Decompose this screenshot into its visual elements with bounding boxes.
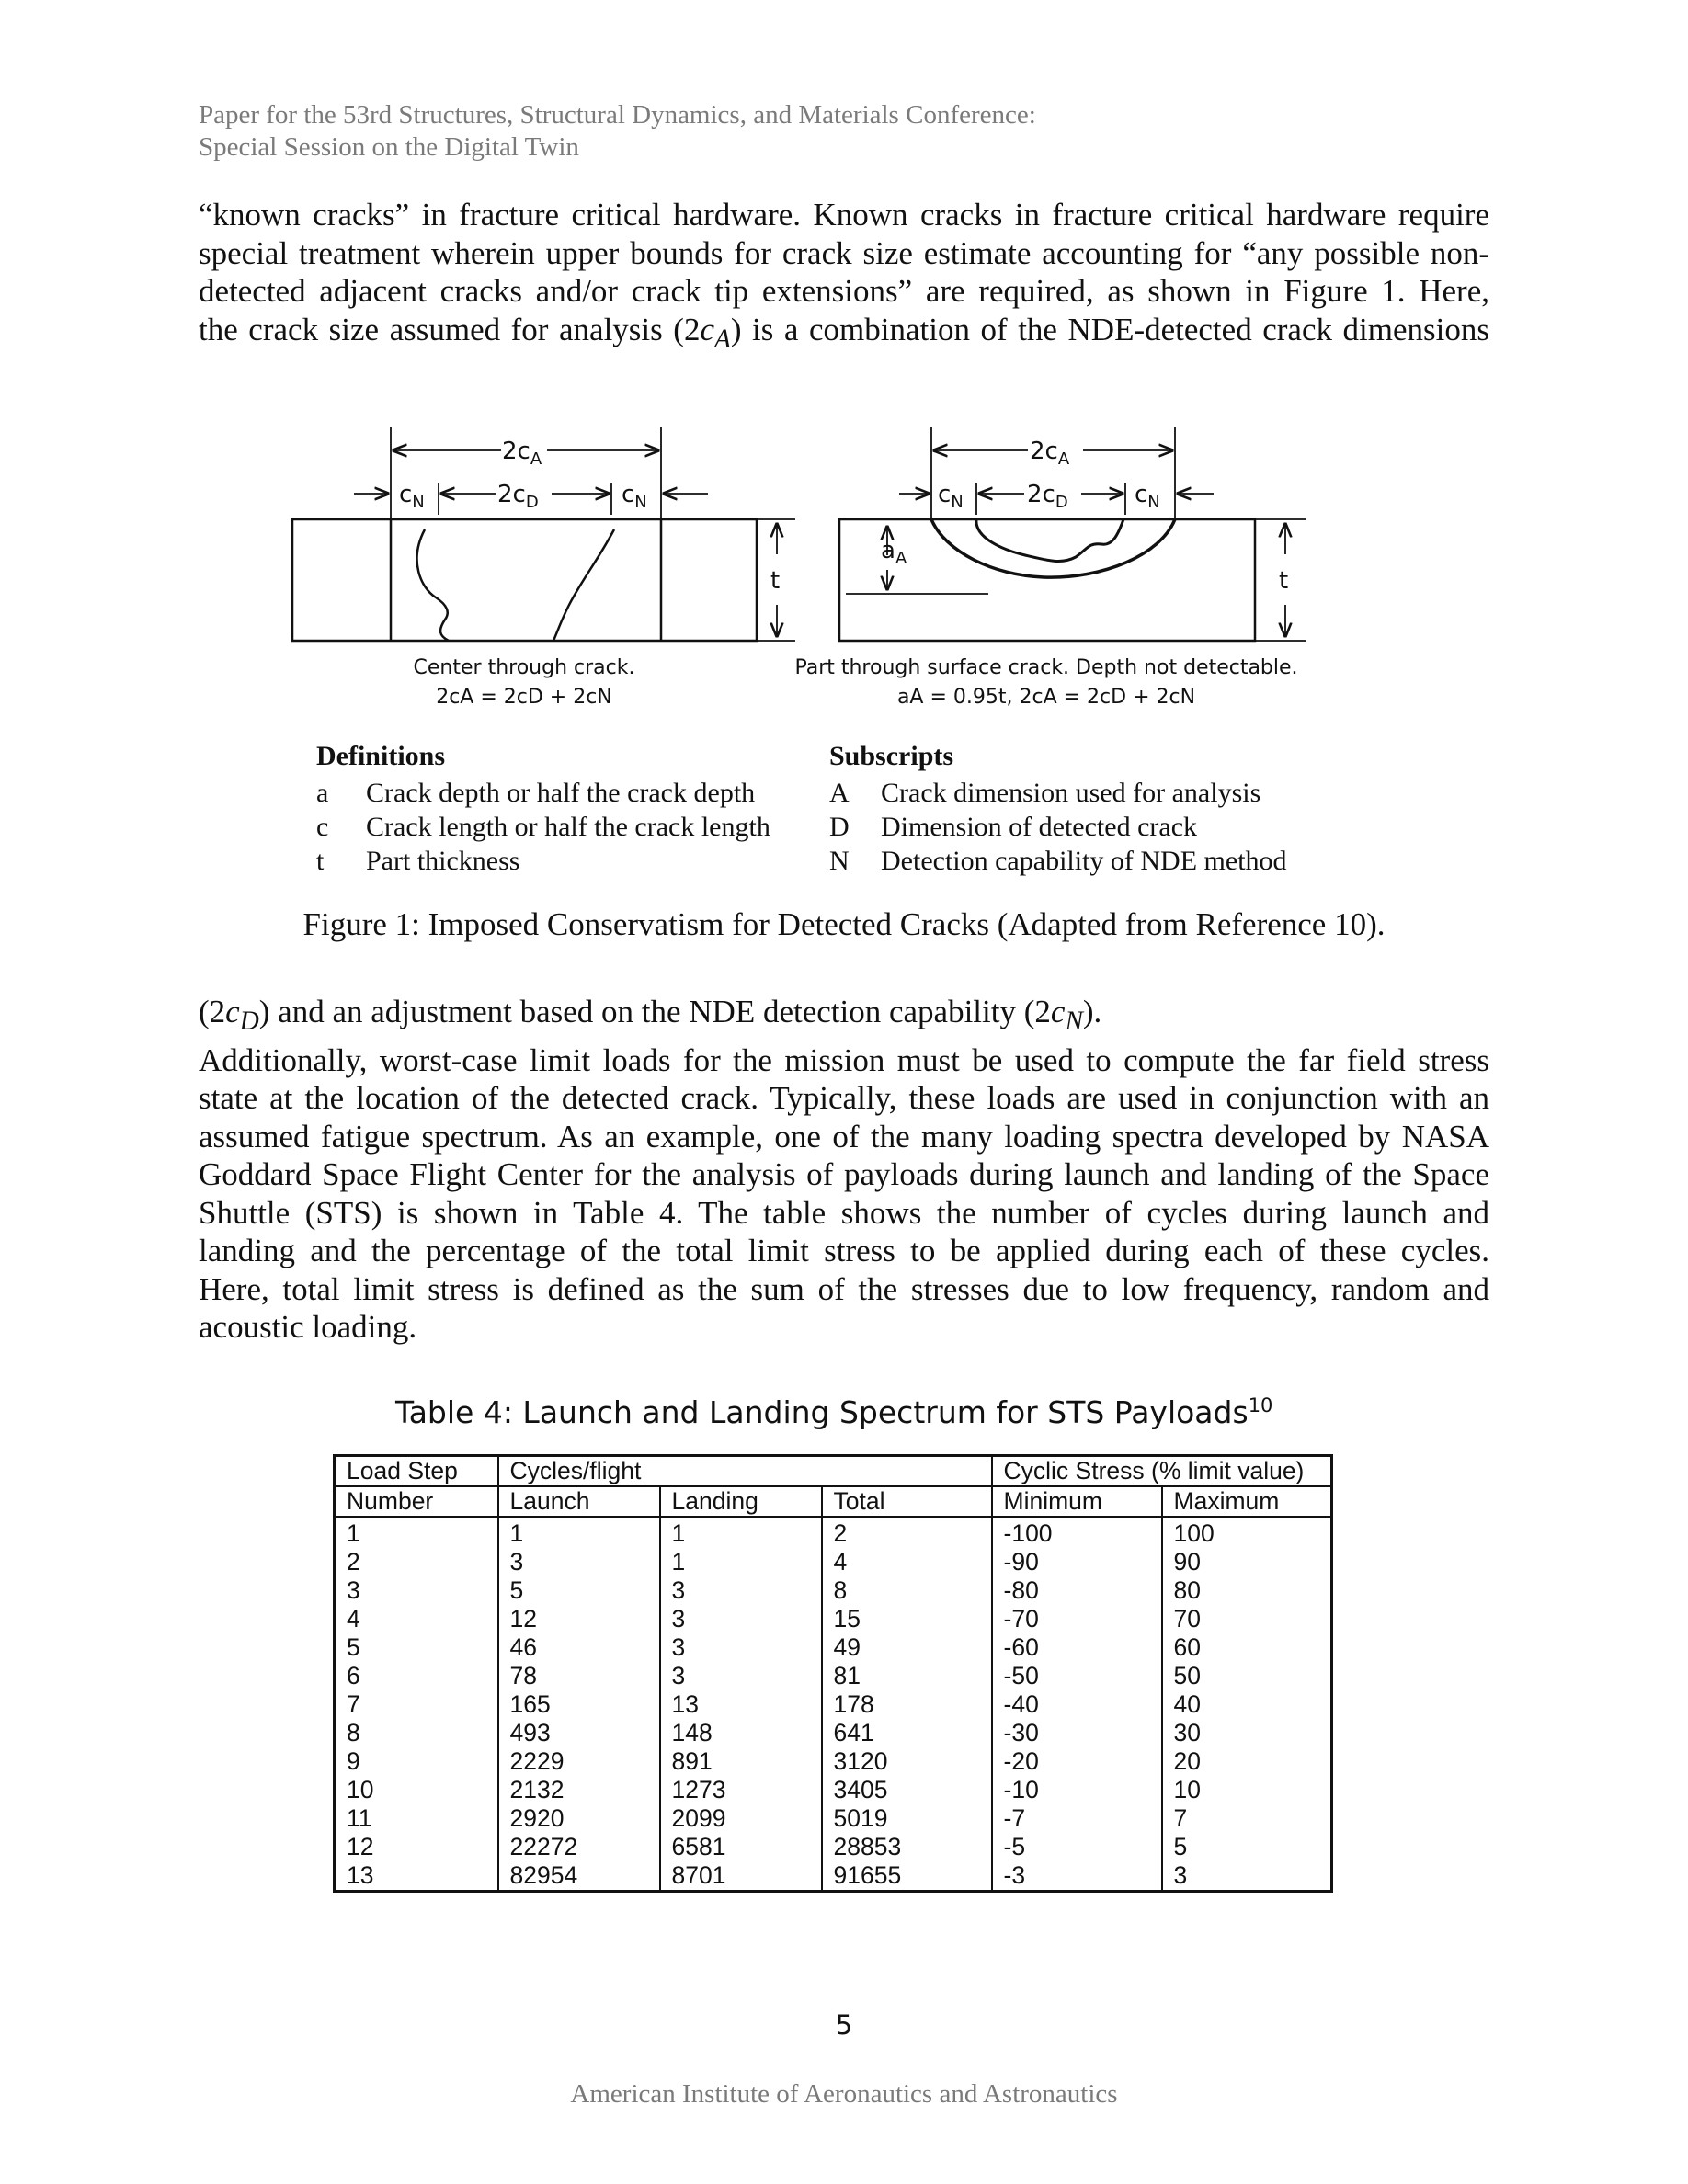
table-row — [335, 1690, 1332, 1719]
table-cell: 80 — [1162, 1576, 1332, 1605]
table-cell: 30 — [1162, 1719, 1332, 1747]
table-cell: 4 — [335, 1605, 498, 1633]
right-dim-2ca-label: $2c_A$ — [1030, 438, 1070, 469]
header-maximum: Maximum — [1162, 1486, 1332, 1517]
left-crack-boundary-left — [417, 529, 449, 641]
table-cell: 60 — [1162, 1633, 1332, 1662]
table-cell: 1273 — [660, 1776, 822, 1804]
table-cell: 165 — [498, 1690, 660, 1719]
table-row — [335, 1517, 1332, 1548]
table-cell: 641 — [822, 1719, 992, 1747]
table-cell: 10 — [1162, 1776, 1332, 1804]
table-subheader-row — [335, 1486, 1332, 1517]
right-caption-line-1: Part through surface crack. Depth not detectable. — [794, 656, 1298, 679]
right-depth-label: $a_A$ — [881, 537, 907, 568]
table-cell: 6581 — [660, 1833, 822, 1861]
left-thickness-label: t — [770, 567, 781, 595]
table-cell: 91655 — [822, 1861, 992, 1892]
table-cell: -10 — [992, 1776, 1162, 1804]
header-total: Total — [822, 1486, 992, 1517]
definition-text: Crack length or half the crack length — [366, 812, 770, 842]
table-row — [335, 1662, 1332, 1690]
table-cell: -80 — [992, 1576, 1162, 1605]
paragraph-2-line: assumed fatigue spectrum. As an example, one of the many loading spectra developed by NASA — [199, 1118, 1489, 1155]
paragraph-2-line: state at the location of the detected crack. Typically, these loads are used in conjunction with an — [199, 1080, 1489, 1116]
table-cell: 8701 — [660, 1861, 822, 1892]
page-footer: American Institute of Aeronautics and Astronautics — [570, 2079, 1118, 2109]
table-cell: 20 — [1162, 1747, 1332, 1776]
table-cell: 178 — [822, 1690, 992, 1719]
table-cell: 15 — [822, 1605, 992, 1633]
table-cell: 1 — [660, 1517, 822, 1548]
subscript-text: Detection capability of NDE method — [881, 846, 1287, 876]
paragraph-2-line: $(2c_D)$ and an adjustment based on the NDE detection capability $(2c_N)$. — [199, 994, 1102, 1036]
table-cell: 13 — [335, 1861, 498, 1892]
left-caption-line-2: 2cA = 2cD + 2cN — [436, 686, 612, 709]
left-caption-line-1: Center through crack. — [413, 656, 635, 679]
figure-1-caption: Figure 1: Imposed Conservatism for Detected Cracks (Adapted from Reference 10). — [302, 906, 1386, 942]
left-dim-cn-label: $c_N$ — [622, 481, 647, 512]
right-plate-outline — [839, 519, 1255, 641]
table-cell: 9 — [335, 1747, 498, 1776]
table-cell: -30 — [992, 1719, 1162, 1747]
table-cell: 2920 — [498, 1804, 660, 1833]
paragraph-1-line: special treatment wherein upper bounds for crack size estimate accounting for “any possible non- — [199, 234, 1489, 271]
table-row — [335, 1576, 1332, 1605]
header-load-step: Load Step — [335, 1456, 498, 1487]
table-cell: 3 — [660, 1576, 822, 1605]
table-cell: 70 — [1162, 1605, 1332, 1633]
table-cell: -40 — [992, 1690, 1162, 1719]
table-row — [335, 1804, 1332, 1833]
table-cell: -20 — [992, 1747, 1162, 1776]
table-cell: 90 — [1162, 1548, 1332, 1576]
paragraph-2-line: Additionally, worst-case limit loads for the mission must be used to compute the far field stress — [199, 1041, 1489, 1078]
definitions-title: Definitions — [316, 741, 446, 771]
table-cell: 5 — [1162, 1833, 1332, 1861]
table-cell: 3120 — [822, 1747, 992, 1776]
part-through-surface-crack-diagram — [839, 427, 1306, 641]
paragraph-2-line: Here, total limit stress is defined as the sum of the stresses due to low frequency, random and — [199, 1270, 1489, 1307]
figure-1-diagram — [0, 0, 1688, 735]
right-dim-cn-label: $c_N$ — [1135, 481, 1160, 512]
table-cell: 6 — [335, 1662, 498, 1690]
table-4-caption: Table 4: Launch and Landing Spectrum for STS Payloads$^{10}$ — [395, 1394, 1273, 1430]
table-row — [335, 1861, 1332, 1892]
table-row — [335, 1719, 1332, 1747]
table-cell: -3 — [992, 1861, 1162, 1892]
paragraph-1-line: the crack size assumed for analysis $(2c_A)$ is a combination of the NDE-detected crack dimensions — [199, 311, 1489, 354]
table-cell: 7 — [1162, 1804, 1332, 1833]
header-cyclic-stress: Cyclic Stress (% limit value) — [992, 1456, 1332, 1487]
header-minimum: Minimum — [992, 1486, 1162, 1517]
table-cell: 8 — [335, 1719, 498, 1747]
definition-key: a — [316, 778, 329, 808]
right-crack-outline — [931, 519, 1175, 577]
table-cell: 3 — [498, 1548, 660, 1576]
subscript-key: A — [829, 778, 850, 808]
paragraph-2-line: acoustic loading. — [199, 1309, 417, 1345]
header-landing: Landing — [660, 1486, 822, 1517]
table-cell: -60 — [992, 1633, 1162, 1662]
table-cell: 28853 — [822, 1833, 992, 1861]
definition-text: Crack depth or half the crack depth — [366, 778, 756, 808]
paragraph-2 — [199, 993, 1489, 1347]
subscript-key: D — [829, 812, 850, 842]
table-cell: 2132 — [498, 1776, 660, 1804]
page-number: 5 — [835, 2009, 853, 2041]
table-cell: 3 — [335, 1576, 498, 1605]
table-cell: 13 — [660, 1690, 822, 1719]
subscript-text: Dimension of detected crack — [881, 812, 1198, 842]
table-cell: 2 — [822, 1517, 992, 1548]
table-cell: 891 — [660, 1747, 822, 1776]
table-cell: 100 — [1162, 1517, 1332, 1548]
table-cell: 40 — [1162, 1690, 1332, 1719]
table-cell: 78 — [498, 1662, 660, 1690]
table-cell: 12 — [498, 1605, 660, 1633]
table-cell: 3 — [660, 1633, 822, 1662]
table-cell: -90 — [992, 1548, 1162, 1576]
table-row — [335, 1548, 1332, 1576]
header-line-2: Special Session on the Digital Twin — [199, 132, 579, 162]
paragraph-1-line: “known cracks” in fracture critical hardware. Known cracks in fracture critical hardware require — [199, 197, 1489, 233]
paragraph-1-line: detected adjacent cracks and/or crack tip extensions” are required, as shown in Figure 1. Here, — [199, 273, 1489, 309]
paragraph-2-line: Shuttle (STS) is shown in Table 4. The table shows the number of cycles during launch and — [199, 1194, 1489, 1231]
table-cell: 5 — [498, 1576, 660, 1605]
left-dim-cn-label: $c_N$ — [399, 481, 425, 512]
table-cell: 50 — [1162, 1662, 1332, 1690]
left-dim-2cd-label: $2c_D$ — [497, 481, 539, 512]
subscripts-title: Subscripts — [829, 741, 954, 771]
header-line-1: Paper for the 53rd Structures, Structural Dynamics, and Materials Conference: — [199, 100, 1036, 130]
table-cell: 1 — [498, 1517, 660, 1548]
table-cell: 11 — [335, 1804, 498, 1833]
table-row — [335, 1605, 1332, 1633]
table-cell: 10 — [335, 1776, 498, 1804]
table-cell: 1 — [335, 1517, 498, 1548]
right-detected-crack — [976, 519, 1123, 561]
definition-text: Part thickness — [366, 846, 520, 876]
table-cell: 148 — [660, 1719, 822, 1747]
table-cell: 3 — [660, 1605, 822, 1633]
table-cell: 2099 — [660, 1804, 822, 1833]
right-caption-line-2: aA = 0.95t, 2cA = 2cD + 2cN — [896, 686, 1196, 709]
launch-landing-spectrum-table — [333, 1454, 1333, 1893]
table-cell: 82954 — [498, 1861, 660, 1892]
right-dim-cn-label: $c_N$ — [938, 481, 964, 512]
table-cell: 8 — [822, 1576, 992, 1605]
left-crack-boundary-right — [553, 529, 614, 641]
paragraph-2-line: Goddard Space Flight Center for the analysis of payloads during launch and landing of the Space — [199, 1156, 1489, 1192]
right-thickness-label: t — [1279, 567, 1289, 595]
definition-key: t — [316, 846, 325, 876]
table-cell: 46 — [498, 1633, 660, 1662]
table-cell: 3405 — [822, 1776, 992, 1804]
table-cell: 22272 — [498, 1833, 660, 1861]
table-cell: -50 — [992, 1662, 1162, 1690]
table-cell: 7 — [335, 1690, 498, 1719]
table-cell: 4 — [822, 1548, 992, 1576]
subscript-key: N — [829, 846, 850, 876]
table-cell: 1 — [660, 1548, 822, 1576]
table-cell: -100 — [992, 1517, 1162, 1548]
subscript-text: Crack dimension used for analysis — [881, 778, 1261, 808]
header-launch: Launch — [498, 1486, 660, 1517]
table-cell: 5 — [335, 1633, 498, 1662]
table-row — [335, 1833, 1332, 1861]
table-cell: 12 — [335, 1833, 498, 1861]
definition-key: c — [316, 812, 329, 842]
table-row — [335, 1747, 1332, 1776]
center-through-crack-diagram — [292, 427, 795, 641]
table-cell: 3 — [1162, 1861, 1332, 1892]
table-cell: -7 — [992, 1804, 1162, 1833]
table-cell: 5019 — [822, 1804, 992, 1833]
right-dim-2cd-label: $2c_D$ — [1027, 481, 1068, 512]
paragraph-2-line: landing and the percentage of the total limit stress to be applied during each of these cycles. — [199, 1233, 1489, 1268]
table-cell: 3 — [660, 1662, 822, 1690]
header-cycles-flight: Cycles/flight — [498, 1456, 992, 1487]
table-cell: 81 — [822, 1662, 992, 1690]
table-cell: 493 — [498, 1719, 660, 1747]
table-cell: 49 — [822, 1633, 992, 1662]
table-cell: -5 — [992, 1833, 1162, 1861]
table-row — [335, 1776, 1332, 1804]
table-header-row — [335, 1456, 1332, 1487]
left-dim-2ca-label: $2c_A$ — [502, 438, 542, 469]
table-cell: 2229 — [498, 1747, 660, 1776]
table-cell: 2 — [335, 1548, 498, 1576]
table-row — [335, 1633, 1332, 1662]
left-plate-outline — [292, 519, 757, 641]
table-cell: -70 — [992, 1605, 1162, 1633]
header-number: Number — [335, 1486, 498, 1517]
